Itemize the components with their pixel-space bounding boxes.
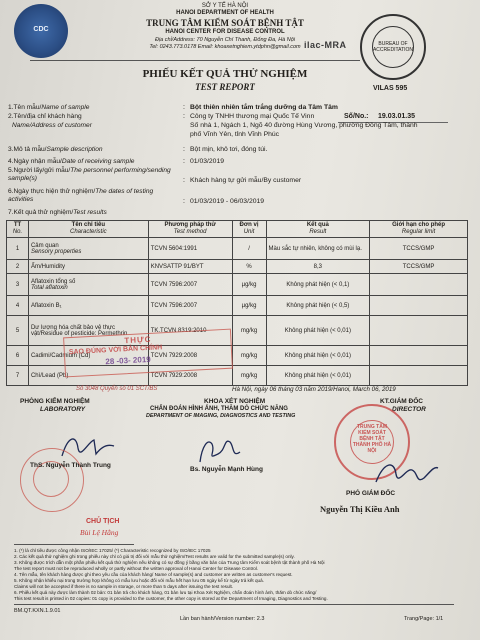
vilas-code: VILAS 595 <box>373 85 408 92</box>
center-contact: Tel: 0243.773.0178 Email: khoaxetnghiem.ytdphn@gmail.com <box>149 44 301 50</box>
cell-method: TCVN 7596:2007 <box>148 274 232 296</box>
cell-no: 4 <box>7 296 29 316</box>
cell-unit: µg/kg <box>232 296 266 316</box>
stamp-book-number: Số 3048 Quyển số 01 SCT/BS <box>76 386 158 392</box>
table-row <box>7 260 468 274</box>
director-title-en: DIRECTOR <box>392 406 426 413</box>
cell-method: TCVN 7929:2008 <box>148 346 232 366</box>
cell-no: 7 <box>7 366 29 386</box>
footnote-5-en: Claims will not be accepted if there is no sample in storage, or more than 5 days after issuing the test result. <box>14 584 234 589</box>
footnote-3: 3. Không được trích dẫn một phần phiếu kết quả thử nghiệm nếu không có sự đồng ý bằng văn bản của Trung tâm Kiểm soát bệnh tật thành phố Hà Nội <box>14 560 325 565</box>
cell-result: Không phát hiện (< 0,01) <box>266 316 370 346</box>
sample-name-value: Bột thiên nhiên tắm trắng dưỡng da Tâm Tâm <box>190 104 338 111</box>
deputy-director-name: Nguyễn Thị Kiều Anh <box>320 504 400 514</box>
customer-name-value: Công ty TNHH thương mại Quốc Tế Vinn <box>190 113 315 120</box>
report-number-label: Số/No.: <box>344 113 369 120</box>
footnote-6-en: This test result is printed in 02 copies: 01 copy is provided to the customer, the other copy is stored at the Department of Imaging, Diagnostics and Testing. <box>14 596 328 601</box>
ministry-name: SỞ Y TẾ HÀ NỘI <box>201 3 249 9</box>
cell-method: TCVN 7596:2007 <box>148 296 232 316</box>
cell-limit <box>370 366 468 386</box>
colon: : <box>183 177 185 184</box>
field-results-label: 7.Kết quả thử nghiệm/Test results <box>8 209 107 216</box>
cell-limit <box>370 316 468 346</box>
footnote-5: 5. Không nhận khiếu nại trong trường hợp không có mẫu lưu hoặc đối với mẫu hết hạn lưu 05 ngày kể từ ngày trả kết quả. <box>14 578 264 583</box>
cell-unit: mg/kg <box>232 346 266 366</box>
footer-divider <box>14 604 454 605</box>
chairman-name: Bùi Lệ Hằng <box>80 528 119 537</box>
cell-unit: µg/kg <box>232 274 266 296</box>
cell-result: Không phát hiện (< 0,5) <box>266 296 370 316</box>
director-title: KT.GIÁM ĐỐC <box>380 398 423 405</box>
field-customer-label-en: Name/Address of customer <box>12 122 92 129</box>
footnote-divider <box>14 544 134 545</box>
cell-unit: % <box>232 260 266 274</box>
cell-limit <box>370 296 468 316</box>
ministry-name-en: HANOI DEPARTMENT OF HEALTH <box>176 10 274 16</box>
cell-no: 3 <box>7 274 29 296</box>
chairman-seal <box>20 448 84 512</box>
form-code: BM.QT.KXN.1.9.01 <box>14 608 61 614</box>
dept-title-vi: CHẨN ĐOÁN HÌNH ẢNH, THĂM DÒ CHỨC NĂNG <box>150 406 288 412</box>
footnote-3-en: The test report must not be reproduced wholly or partly without the written approval of Hanoi Center for Disease Control. <box>14 566 259 571</box>
seal-caption: BUREAU OF ACCREDITATION <box>372 41 414 53</box>
stamp-date: 28 -03- 2019 <box>105 354 151 367</box>
ilac-mra-logo: ilac-MRA <box>304 40 347 50</box>
dept-signature <box>194 432 244 468</box>
header-divider <box>30 60 360 61</box>
cdc-logo: CDC <box>14 4 68 58</box>
cell-result: Không phát hiện (< 0,1) <box>266 274 370 296</box>
footnote-6: 6. Phiếu kết quả này được làm thành 02 bản: 01 bản trả cho khách hàng, 01 bản lưu tại Khoa Xét Nghiệm, chẩn đoán hình ảnh, thăm dò chức năng/ <box>14 590 317 595</box>
footnote-2: 2. Các kết quả thử nghiệm ghi trong phiếu này chỉ có giá trị đối với mẫu thử nghiệm/Test results are valid for the submitted sample(s) only. <box>14 554 295 559</box>
table-header-row <box>7 221 468 238</box>
lab-title-en: LABORATORY <box>40 406 86 413</box>
report-title: PHIẾU KẾT QUẢ THỬ NGHIỆM <box>142 68 308 80</box>
cell-characteristic: Dư lượng hóa chất bảo vệ thực vật/Residue of pesticide: Permethrin <box>28 316 148 346</box>
cell-characteristic: Ẩm/Humidity <box>28 260 148 274</box>
cell-characteristic: Cadimi/Cadmium (Cd) <box>28 346 148 366</box>
issue-date: Hà Nội, ngày 06 tháng 03 năm 2019/Hanoi, March 06, 2019 <box>232 386 396 393</box>
center-address: Địa chỉ/Address: 70 Nguyễn Chí Thanh, Đống Đa, Hà Nội <box>154 37 296 43</box>
cell-method: TCVN 5604:1991 <box>148 238 232 260</box>
col-header-result: Kết quả Result <box>266 221 370 238</box>
cell-result: Không phát hiện (< 0,01) <box>266 346 370 366</box>
center-name-en: HANOI CENTER FOR DISEASE CONTROL <box>165 29 285 35</box>
dept-signer-name: Bs. Nguyễn Mạnh Hùng <box>190 466 263 473</box>
version-number: Lần ban hành/Version number: 2.3 <box>180 616 265 622</box>
stamp-line1: THỰC <box>124 334 152 346</box>
footnote-1: 1. (*) là chỉ tiêu được công nhận ISO/IEC 17025/ (*) Characteristic recognized by ISO/IEC 17025 <box>14 548 211 553</box>
stamp-line2: SAO ĐÚNG VỚI BẢN CHÍNH <box>68 344 163 357</box>
col-header-no: TT No. <box>7 221 29 238</box>
colon: : <box>183 113 185 120</box>
cell-unit: / <box>232 238 266 260</box>
date-received-value: 01/03/2019 <box>190 158 225 165</box>
center-name: TRUNG TÂM KIỂM SOÁT BỆNH TẬT <box>146 18 304 28</box>
page-number: Trang/Page: 1/1 <box>404 616 444 622</box>
cell-characteristic: Aflatoxin tổng số Total aflatoxin <box>28 274 148 296</box>
cell-characteristic: Chì/Lead (Pb) <box>28 366 148 386</box>
cell-no: 6 <box>7 346 29 366</box>
cell-unit: mg/kg <box>232 316 266 346</box>
lab-title: PHÒNG KIỂM NGHIỆM <box>20 398 90 405</box>
col-header-method: Phương pháp thử Test method <box>148 221 232 238</box>
cell-method: KNVSATTP 91/BYT <box>148 260 232 274</box>
director-signature <box>372 456 442 490</box>
sample-description-value: Bột mịn, khô tơi, đóng túi. <box>190 146 268 153</box>
colon: : <box>183 146 185 153</box>
cell-unit: mg/kg <box>232 366 266 386</box>
dept-title: KHOA XÉT NGHIỆM <box>204 398 266 405</box>
cell-method: TK.TCVN 8319:2010 <box>148 316 232 346</box>
test-dates-value: 01/03/2019 - 06/03/2019 <box>190 198 265 205</box>
customer-address-line1: Số nhà 1, Ngách 1, Ngõ 40 đường Hùng Vương, phường Đồng Tâm, thành <box>190 122 418 129</box>
seal-text: TRUNG TÂM KIỂM SOÁT BỆNH TẬT THÀNH PHỐ HÀ NỘI <box>352 424 392 454</box>
cell-limit <box>370 346 468 366</box>
table-row <box>7 274 468 296</box>
cell-no: 1 <box>7 238 29 260</box>
cell-result: Màu sắc tự nhiên, không có mùi lạ. <box>266 238 370 260</box>
cell-method: TCVN 7929:2008 <box>148 366 232 386</box>
field-date-received-label: 4.Ngày nhận mẫu/Date of receiving sample <box>8 158 135 165</box>
footnote-4: 4. Tên mẫu, tên khách hàng được ghi theo yêu cầu của khách hàng/ Name of sample(s) and customer are written as customer's request. <box>14 572 293 577</box>
cell-characteristic: Aflatoxin B₁ <box>28 296 148 316</box>
table-row <box>7 238 468 260</box>
table-row <box>7 296 468 316</box>
cell-no: 2 <box>7 260 29 274</box>
chairman-title: CHỦ TỊCH <box>86 518 120 525</box>
cell-limit: TCCS/GMP <box>370 238 468 260</box>
sender-value: Khách hàng tự gửi mẫu/By customer <box>190 177 302 184</box>
cell-limit <box>370 274 468 296</box>
cell-characteristic: Cảm quan Sensory properties <box>28 238 148 260</box>
dept-title-en: DEPARTMENT OF IMAGING, DIAGNOSTICS AND TESTING <box>146 413 296 419</box>
cell-result: Không phát hiện (< 0,01) <box>266 366 370 386</box>
colon: : <box>183 158 185 165</box>
cell-result: 8,3 <box>266 260 370 274</box>
report-subtitle: TEST REPORT <box>195 82 255 92</box>
field-description-label: 3.Mô tả mẫu/Sample description <box>8 146 103 153</box>
report-number: 19.03.01.35 <box>378 113 415 120</box>
field-sender-label: 5.Người lấy/gửi mẫu/The personnel performing/sending sample(s) <box>8 167 171 182</box>
field-customer-label: 2.Tên/địa chỉ khách hàng <box>8 113 82 120</box>
cell-no: 5 <box>7 316 29 346</box>
colon: : <box>183 104 185 111</box>
customer-address-line2: phố Vĩnh Yên, tỉnh Vĩnh Phúc <box>190 131 280 138</box>
col-header-characteristic: Tên chỉ tiêu Characteristic <box>28 221 148 238</box>
field-test-dates-label: 6.Ngày thực hiện thử nghiệm/The dates of testing activities <box>8 188 154 203</box>
colon: : <box>183 198 185 205</box>
deputy-director-title: PHÓ GIÁM ĐỐC <box>346 490 396 497</box>
cell-limit: TCCS/GMP <box>370 260 468 274</box>
lab-signer-name: ThS. Nguyễn Thành Trung <box>30 462 111 469</box>
col-header-unit: Đơn vị Unit <box>232 221 266 238</box>
accreditation-seal <box>360 14 426 80</box>
col-header-limit: Giới hạn cho phép Regular limit <box>370 221 468 238</box>
field-sample-name-label: 1.Tên mẫu/Name of sample <box>8 104 90 111</box>
